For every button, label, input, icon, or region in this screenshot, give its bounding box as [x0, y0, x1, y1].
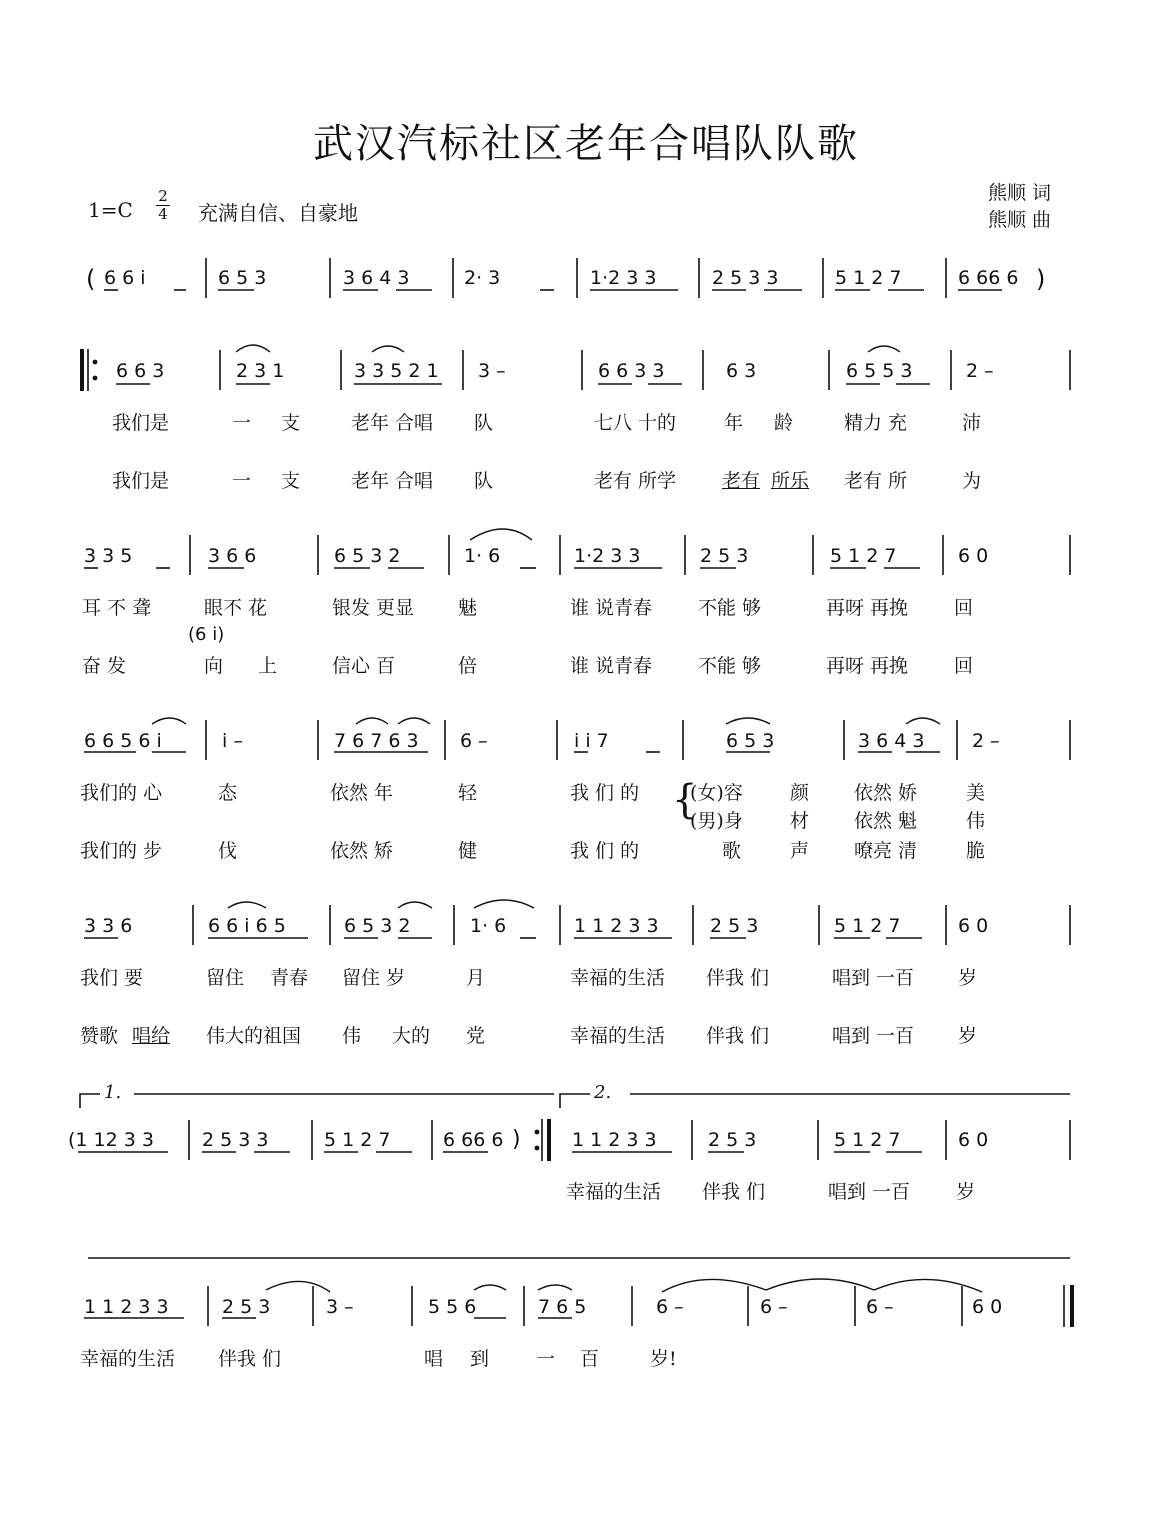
lyric: 谁 说青春 — [570, 597, 653, 619]
lyric: 伟 — [342, 1025, 362, 1047]
notes-measure: 6 0 — [972, 1296, 1003, 1318]
lyric: 幸福的生活 — [566, 1181, 662, 1203]
lyric: 岁 — [958, 967, 978, 989]
notes-measure: 6 0 — [958, 1129, 989, 1151]
notes-measure: 6 66 6 — [958, 267, 1019, 289]
lyric: 我们是 — [112, 412, 170, 434]
lyric: 倍 — [458, 655, 478, 677]
lyric: 沛 — [962, 412, 982, 434]
key-signature: 1=C — [88, 198, 133, 222]
lyric: 为 — [962, 470, 982, 492]
lyric: 岁 — [958, 1025, 978, 1047]
notes-measure: 1 1 2 3 3 — [574, 915, 659, 937]
lyric: 上 — [258, 655, 278, 677]
composer-credit: 熊顺 曲 — [988, 209, 1052, 231]
lyric: 我们的 心 — [80, 782, 163, 804]
notes-measure: 2 5 3 — [700, 545, 749, 567]
notes-measure: 6 – — [460, 730, 488, 752]
lyric: 歌 — [722, 840, 742, 862]
lyric: 伴我 们 — [702, 1181, 766, 1203]
lyric: 眼不 花 — [204, 597, 268, 619]
lyric: 唱到 一百 — [832, 1025, 915, 1047]
notes-measure: 1· 6 — [470, 915, 507, 937]
lyric: 依然 魁 — [854, 810, 918, 832]
lyric: (男)身 — [690, 810, 743, 832]
notes-measure: 2 5 3 — [222, 1296, 271, 1318]
lyric: 唱给 — [132, 1025, 171, 1047]
lyric: 留住 岁 — [342, 967, 406, 989]
notes-measure: 3 6 6 — [208, 545, 257, 567]
notes-measure: 2 – — [972, 730, 1000, 752]
notes-measure: 3 6 4 3 — [343, 267, 410, 289]
lyric: 赞歌 — [80, 1025, 119, 1047]
notes-measure: 1 1 2 3 3 — [84, 1296, 169, 1318]
lyric: 耳 不 聋 — [82, 597, 152, 619]
notes-measure: 2· 3 — [464, 267, 501, 289]
notes-measure: 2 5 3 — [708, 1129, 757, 1151]
lyricist-credit: 熊顺 词 — [988, 182, 1052, 204]
lyric: 伐 — [218, 840, 238, 862]
lyric: 回 — [954, 597, 974, 619]
lyric: 伟 — [966, 810, 986, 832]
notes-measure: 7 6 7 6 3 — [334, 730, 419, 752]
lyric: 岁! — [650, 1348, 677, 1370]
lyric: 伴我 们 — [218, 1348, 282, 1370]
lyric: 幸福的生活 — [570, 1025, 666, 1047]
lyric: 幸福的生活 — [570, 967, 666, 989]
lyric: 健 — [458, 840, 478, 862]
time-signature-top: 2 — [158, 187, 168, 205]
lyric: 伟大的祖国 — [206, 1025, 302, 1047]
lyric: 老有 所学 — [594, 470, 677, 492]
notes-measure: 2 5 3 3 — [712, 267, 779, 289]
lyric: 银发 更显 — [332, 597, 415, 619]
lyric: 我们是 — [112, 470, 170, 492]
lyric: 脆 — [966, 840, 986, 862]
alt-notes-annotation: (6 i) — [188, 624, 225, 645]
notes-measure: (1 12 3 3 — [68, 1129, 154, 1151]
lyric: 大的 — [392, 1025, 431, 1047]
lyric: 伴我 们 — [706, 1025, 770, 1047]
notes-measure: 3 3 6 — [84, 915, 133, 937]
lyric: 我 们 的 — [570, 782, 640, 804]
lyric: 队 — [474, 470, 494, 492]
lyric: 百 — [580, 1348, 600, 1370]
notes-measure: 5 1 2 7 — [834, 1129, 901, 1151]
lyric: 态 — [218, 782, 238, 804]
lyric: 魅 — [458, 597, 478, 619]
lyric: 幸福的生活 — [80, 1348, 176, 1370]
notes-measure: 1·2 3 3 — [574, 545, 641, 567]
first-ending-label: 1. — [104, 1082, 122, 1103]
notes-measure: 6 6 5 6 i — [84, 730, 162, 752]
notes-measure: 5 1 2 7 — [834, 915, 901, 937]
lyric: 伴我 们 — [706, 967, 770, 989]
notes-measure: 6 5 3 — [218, 267, 267, 289]
lyric: 一 — [232, 412, 252, 434]
lyric: 老有 — [722, 470, 761, 492]
notes-measure: 6 0 — [958, 545, 989, 567]
time-signature-bottom: 4 — [158, 205, 168, 223]
notes-measure: 6 6 3 3 — [598, 360, 665, 382]
notes-measure: 6 5 3 2 — [344, 915, 411, 937]
lyric: 信心 百 — [332, 655, 396, 677]
lyric: 再呀 再挽 — [826, 597, 909, 619]
time-signature — [156, 188, 170, 223]
lyric: 年 — [724, 412, 744, 434]
notes-measure: 3 3 5 — [84, 545, 133, 567]
notes-measure: 6 – — [760, 1296, 788, 1318]
lyric: 美 — [966, 782, 986, 804]
notes-measure: 6 6 i 6 5 — [208, 915, 286, 937]
notes-measure: 3 – — [326, 1296, 354, 1318]
notes-measure: 6 5 3 — [726, 730, 775, 752]
notes-measure: 1·2 3 3 — [590, 267, 657, 289]
lyric: 青春 — [270, 967, 309, 989]
lyric: 七八 十的 — [594, 412, 677, 434]
notes-measure: 6 – — [656, 1296, 684, 1318]
lyric: 不能 够 — [698, 597, 762, 619]
lyric: 唱到 一百 — [832, 967, 915, 989]
lyric: 声 — [790, 840, 810, 862]
notes-measure: 5 1 2 7 — [830, 545, 897, 567]
voice-split-brace: { — [672, 777, 698, 823]
lyric: 向 — [204, 655, 224, 677]
lyric: 奋 发 — [82, 655, 127, 677]
notes-measure: 3 3 5 2 1 — [354, 360, 439, 382]
lyric: (女)容 — [690, 782, 743, 804]
lyric: 依然 娇 — [854, 782, 918, 804]
notes-measure: 5 5 6 — [428, 1296, 477, 1318]
notes-measure: 6 66 6 — [443, 1129, 504, 1151]
expression-mark: 充满自信、自豪地 — [198, 201, 358, 225]
notes-measure: 2 5 3 — [710, 915, 759, 937]
lyric: 材 — [790, 810, 810, 832]
notes-measure: i – — [222, 730, 243, 752]
lyric: 精力 充 — [844, 412, 908, 434]
lyric: 依然 矫 — [330, 840, 394, 862]
lyric: 党 — [466, 1025, 486, 1047]
lyric: 我们 要 — [80, 967, 144, 989]
lyric: 再呀 再挽 — [826, 655, 909, 677]
notes-measure: 3 6 4 3 — [858, 730, 925, 752]
notes-measure: 5 1 2 7 — [835, 267, 902, 289]
lyric: 谁 说青春 — [570, 655, 653, 677]
lyric: 颜 — [790, 782, 810, 804]
lyric: 唱到 一百 — [828, 1181, 911, 1203]
lyric: 一 — [536, 1348, 556, 1370]
lyric: 岁 — [956, 1181, 976, 1203]
lyric: 所乐 — [771, 470, 810, 492]
notes-measure: 7 6 5 — [538, 1296, 587, 1318]
lyric: 到 — [470, 1348, 490, 1370]
lyric: 我们的 步 — [80, 840, 163, 862]
notes-measure: 6 5 3 2 — [334, 545, 401, 567]
lyric: 队 — [474, 412, 494, 434]
lyric: 回 — [954, 655, 974, 677]
lyric: 龄 — [774, 412, 794, 434]
lyric: 不能 够 — [698, 655, 762, 677]
lyric: 老年 合唱 — [351, 412, 434, 434]
notes-measure: 3 – — [478, 360, 506, 382]
lyric: 老有 所 — [844, 470, 908, 492]
notes-measure: 2 – — [966, 360, 994, 382]
notes-measure: 6 6 i — [104, 267, 146, 289]
notes-measure: 6 6 3 — [116, 360, 165, 382]
lyric: 依然 年 — [330, 782, 394, 804]
lyric: 一 — [232, 470, 252, 492]
notes-measure: 6 3 — [726, 360, 757, 382]
notes-measure: 1· 6 — [464, 545, 501, 567]
notes-measure: 5 1 2 7 — [324, 1129, 391, 1151]
notes-measure: i i 7 — [574, 730, 609, 752]
lyric: 嘹亮 清 — [854, 840, 918, 862]
lyric: 唱 — [424, 1348, 444, 1370]
intro-paren-open: ( — [86, 265, 96, 293]
lyric: 留住 — [206, 967, 245, 989]
notes-measure: 2 3 1 — [236, 360, 285, 382]
notes-measure: 6 0 — [958, 915, 989, 937]
lyric: 月 — [466, 967, 486, 989]
lyric: 老年 合唱 — [351, 470, 434, 492]
intro-paren-close: ) — [1036, 265, 1046, 293]
lyric: 支 — [281, 470, 301, 492]
lyric: 我 们 的 — [570, 840, 640, 862]
notes-measure: 1 1 2 3 3 — [572, 1129, 657, 1151]
notes-measure: 6 5 5 3 — [846, 360, 913, 382]
paren-close: ) — [512, 1127, 521, 1152]
lyric: 轻 — [458, 782, 478, 804]
credits — [988, 180, 1051, 234]
notes-measure: 6 – — [866, 1296, 894, 1318]
lyric: 支 — [281, 412, 301, 434]
notes-measure: 2 5 3 3 — [202, 1129, 269, 1151]
song-title: 武汉汽标社区老年合唱队队歌 — [313, 121, 859, 167]
second-ending-label: 2. — [594, 1082, 612, 1103]
